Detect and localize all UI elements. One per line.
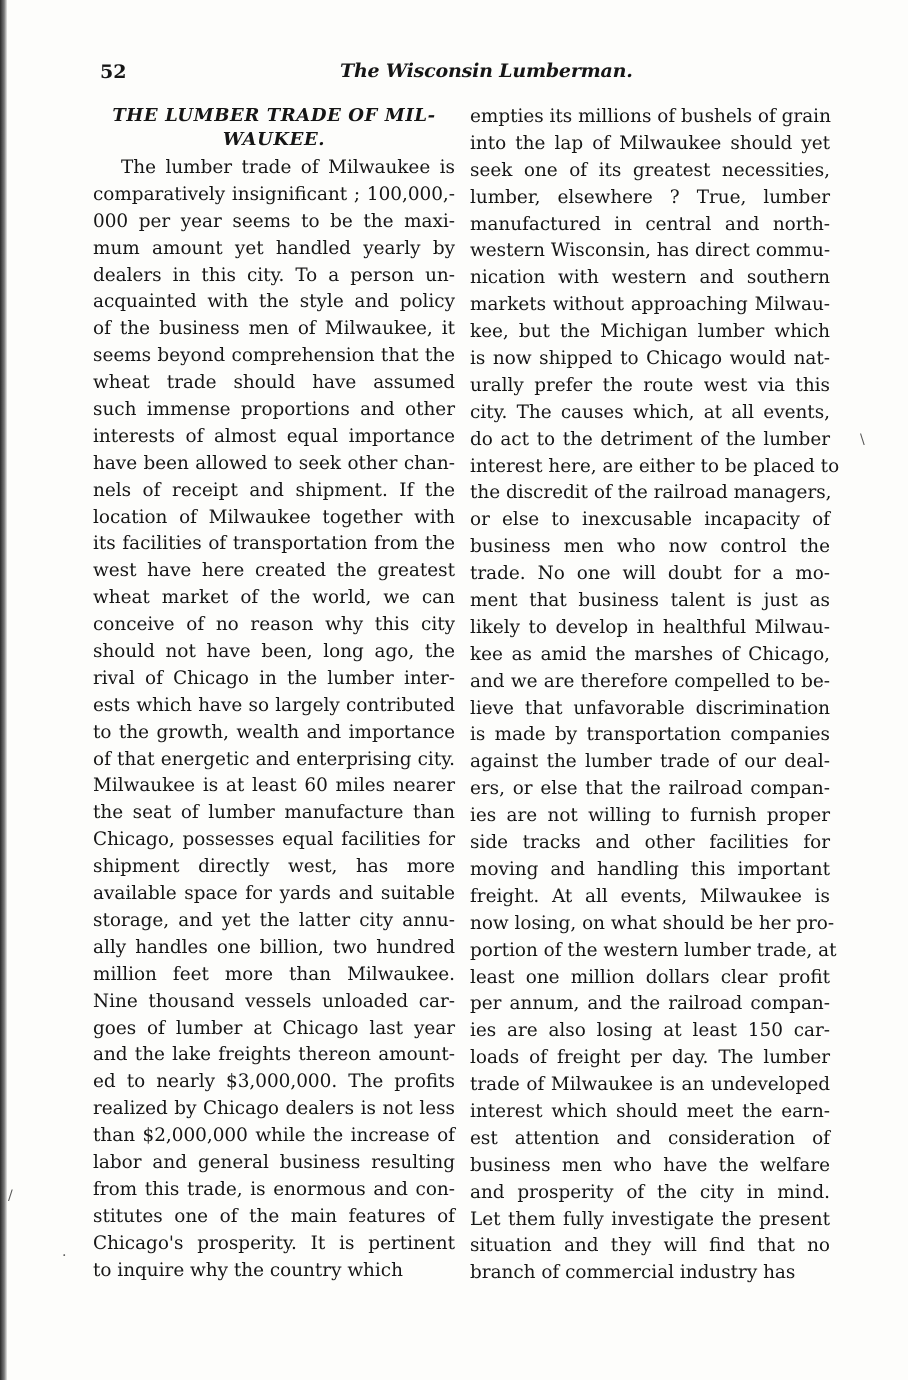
text-line: realized by Chicago dealers is not less xyxy=(93,1098,455,1120)
text-line: million feet more than Milwaukee. xyxy=(93,963,455,985)
text-line: of the business men of Milwaukee, it xyxy=(93,318,455,340)
text-line: acquainted with the style and policy xyxy=(93,291,455,313)
text-line: to the growth, wealth and importance xyxy=(93,721,455,743)
text-line: freight. At all events, Milwaukee is xyxy=(470,885,830,907)
text-line: western Wisconsin, has direct commu- xyxy=(470,240,831,262)
text-line: and the lake freights thereon amount- xyxy=(93,1044,455,1066)
text-line: have been allowed to seek other chan- xyxy=(93,452,455,474)
text-line: portion of the western lumber trade, at xyxy=(470,939,837,961)
page-edge-shadow xyxy=(0,0,7,1380)
stray-mark: / xyxy=(8,1188,13,1204)
text-line: or else to inexcusable incapacity of xyxy=(470,509,830,531)
running-title: The Wisconsin Lumberman. xyxy=(340,60,633,82)
text-line: nels of receipt and shipment. If the xyxy=(93,479,455,501)
text-line: empties its millions of bushels of grain xyxy=(470,106,831,127)
text-line: than $2,000,000 while the increase of xyxy=(93,1125,455,1147)
stray-mark: \ xyxy=(860,432,865,448)
text-line: per annum, and the railroad compan- xyxy=(470,993,830,1015)
text-line: urally prefer the route west via this xyxy=(470,374,830,396)
text-line: shipment directly west, has more xyxy=(93,856,455,878)
right-column-text xyxy=(470,104,840,1287)
text-line: rival of Chicago in the lumber inter- xyxy=(93,667,455,689)
text-line: of that energetic and enterprising city. xyxy=(93,748,455,770)
text-line: ally handles one billion, two hundred xyxy=(93,936,455,958)
text-line: side tracks and other facilities for xyxy=(470,832,830,854)
text-line: business men who have the welfare xyxy=(470,1154,830,1176)
text-line: ies are not willing to furnish proper xyxy=(470,805,830,827)
text-line: wheat trade should have assumed xyxy=(93,372,455,394)
left-column-text xyxy=(93,155,455,1284)
text-line: is made by transportation companies xyxy=(470,724,830,746)
text-line: Let them fully investigate the present xyxy=(470,1208,830,1230)
text-line: mum amount yet handled yearly by xyxy=(93,237,455,259)
text-line: ed to nearly $3,000,000. The profits xyxy=(93,1071,455,1093)
text-line: lumber, elsewhere ? True, lumber xyxy=(470,186,830,208)
text-line: ies are also losing at least 150 car- xyxy=(470,1020,830,1042)
text-line: the discredit of the railroad managers, xyxy=(470,482,832,504)
text-line: kee as amid the marshes of Chicago, xyxy=(470,643,830,665)
text-line: and prosperity of the city in mind. xyxy=(470,1181,830,1203)
text-line: loads of freight per day. The lumber xyxy=(470,1047,830,1069)
text-line: against the lumber trade of our deal- xyxy=(470,751,830,773)
text-line: available space for yards and suitable xyxy=(93,883,455,905)
text-line: Nine thousand vessels unloaded car- xyxy=(93,990,455,1012)
text-line: into the lap of Milwaukee should yet xyxy=(470,132,830,154)
text-line: conceive of no reason why this city xyxy=(93,614,455,636)
text-line: dealers in this city. To a person un- xyxy=(93,264,455,286)
text-line: seems beyond comprehension that the xyxy=(93,345,455,367)
text-line: kee, but the Michigan lumber which xyxy=(470,321,830,343)
text-line: labor and general business resulting xyxy=(93,1151,455,1173)
left-column xyxy=(93,104,455,1284)
text-line: ment that business talent is just as xyxy=(470,590,830,612)
text-line: ers, or else that the railroad compan- xyxy=(470,778,830,800)
text-line: 000 per year seems to be the maxi- xyxy=(93,210,455,232)
text-line: Chicago, possesses equal facilities for xyxy=(93,829,455,851)
text-line: wheat market of the world, we can xyxy=(93,587,455,609)
text-line: location of Milwaukee together with xyxy=(93,506,455,528)
text-line: markets without approaching Milwau- xyxy=(470,294,830,316)
text-line: manufactured in central and north- xyxy=(470,213,830,235)
text-line: stitutes one of the main features of xyxy=(93,1205,455,1227)
text-line: moving and handling this important xyxy=(470,858,830,880)
text-line: ests which have so largely contributed xyxy=(93,694,455,716)
text-line: and we are therefore compelled to be- xyxy=(470,670,830,692)
text-line: business men who now control the xyxy=(470,536,830,558)
text-line: interest which should meet the earn- xyxy=(470,1100,830,1122)
text-line: city. The causes which, at all events, xyxy=(470,401,830,423)
text-line: should not have been, long ago, the xyxy=(93,641,455,663)
text-line: now losing, on what should be her pro- xyxy=(470,912,835,934)
text-line: to inquire why the country which xyxy=(93,1259,403,1281)
text-line: comparatively insignificant ; 100,000,- xyxy=(93,183,455,205)
text-line: interest here, are either to be placed to xyxy=(470,455,840,477)
text-line: likely to develop in healthful Milwau- xyxy=(470,616,830,638)
text-line: its facilities of transportation from the xyxy=(93,533,455,555)
text-line: such immense proportions and other xyxy=(93,399,455,421)
text-line: Chicago's prosperity. It is pertinent xyxy=(93,1232,455,1254)
text-line: the seat of lumber manufacture than xyxy=(93,802,455,824)
text-line: interests of almost equal importance xyxy=(93,425,455,447)
right-column xyxy=(470,104,840,1287)
text-line: storage, and yet the latter city annu- xyxy=(93,909,455,931)
text-line: seek one of its greatest necessities, xyxy=(470,159,830,181)
text-line: est attention and consideration of xyxy=(470,1127,830,1149)
text-line: situation and they will find that no xyxy=(470,1235,830,1257)
text-line: trade of Milwaukee is an undeveloped xyxy=(470,1074,830,1096)
article-title-line: WAUKEE. xyxy=(222,129,326,150)
text-line: goes of lumber at Chicago last year xyxy=(93,1017,455,1039)
text-line: west have here created the greatest xyxy=(93,560,455,582)
text-line: trade. No one will doubt for a mo- xyxy=(470,563,830,585)
text-line: is now shipped to Chicago would nat- xyxy=(470,348,830,370)
text-line: least one million dollars clear profit xyxy=(470,966,830,988)
text-line: do act to the detriment of the lumber xyxy=(470,428,830,450)
text-line: Milwaukee is at least 60 miles nearer xyxy=(93,775,455,797)
text-line: nication with western and southern xyxy=(470,267,830,289)
text-line: The lumber trade of Milwaukee is xyxy=(121,157,455,178)
article-title xyxy=(93,104,455,152)
page-number: 52 xyxy=(100,61,127,83)
stray-mark: . xyxy=(62,1244,67,1260)
text-line: branch of commercial industry has xyxy=(470,1262,796,1284)
text-line: from this trade, is enormous and con- xyxy=(93,1178,455,1200)
text-line: lieve that unfavorable discrimination xyxy=(470,697,830,719)
article-title-line: THE LUMBER TRADE OF MIL- xyxy=(112,105,436,126)
